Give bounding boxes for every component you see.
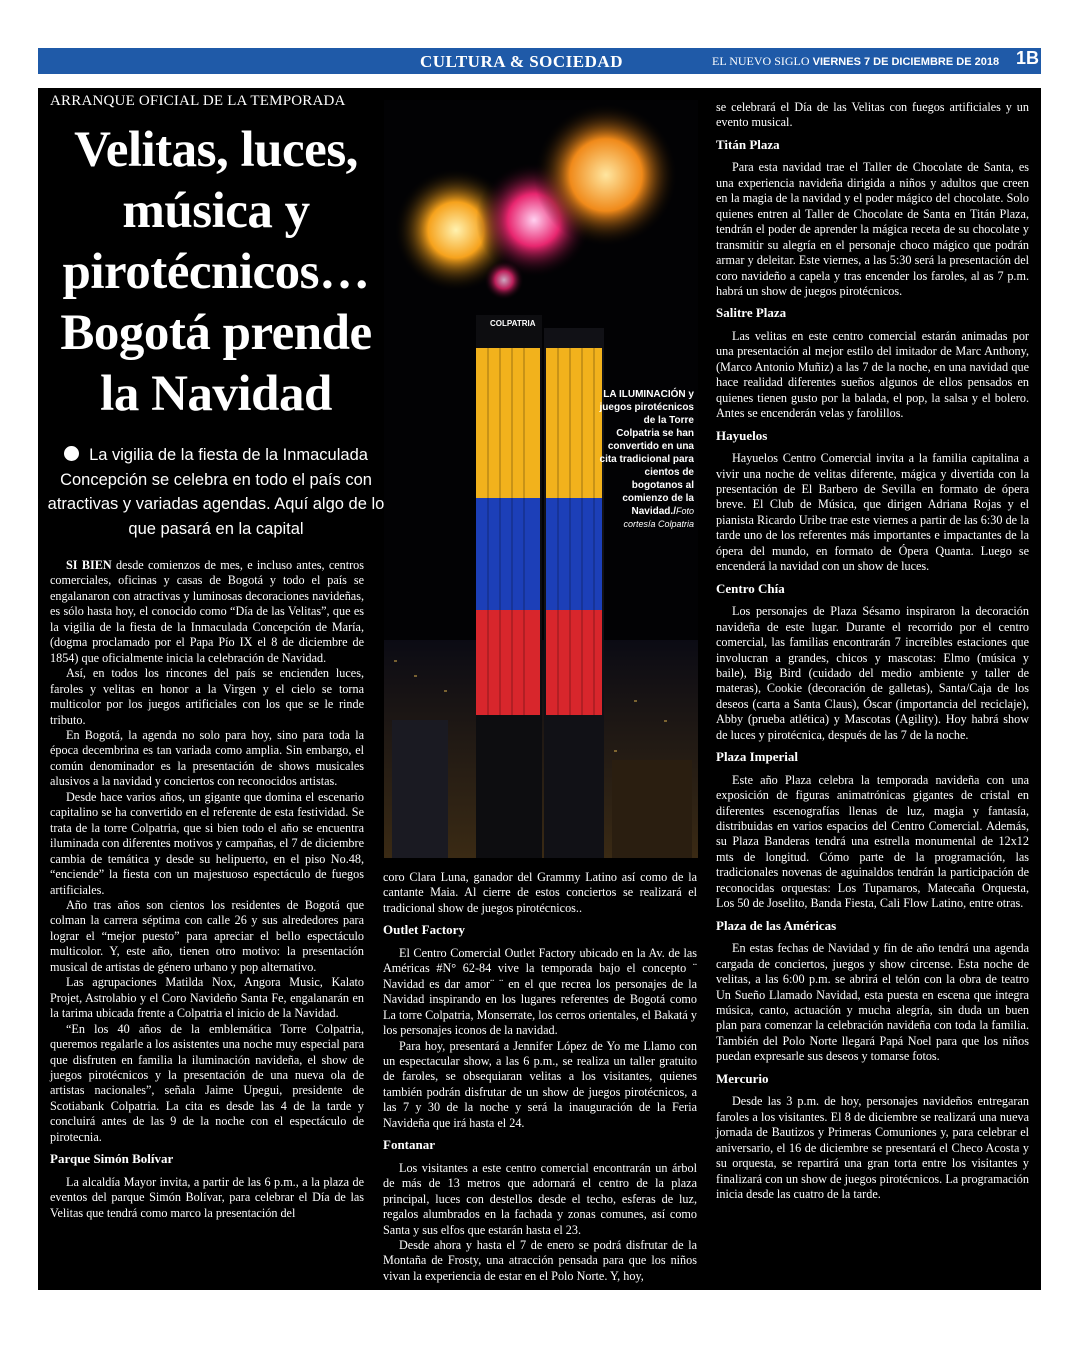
section-heading: Centro Chía bbox=[716, 580, 785, 596]
section-heading: Plaza de las Américas bbox=[716, 917, 837, 933]
paragraph: Desde las 3 p.m. de hoy, personajes navideños entregaran faroles a los visitantes. El 8 de diciembre se realizará una nueva jornada de Bautizos y Primeras Comuniones y, para celebrar el aniversario, el 16 de diciembre se presentará el Checo Acosta y su orquesta, se repartirá una gran torta entre los visitantes y finalizará con un show de juegos pirotécnicos. La programación inicia desde las cuatro de la tarde. bbox=[716, 1094, 1029, 1201]
section-heading: Salitre Plaza bbox=[716, 305, 787, 321]
section-heading: Fontanar bbox=[383, 1137, 435, 1153]
paragraph: Para esta navidad trae el Taller de Chocolate de Santa, es una experiencia navideña dirigida a niños y adultos que creen en la magia de la navidad y el poder mágico del chocolate. Solo quienes entren al Taller de Chocolate de Santa en Titán Plaza, tendrán el poder de aprender la mágica receta de su chocolate y transmitir su alegría en el personaje choco mágico que podrán armar y deleitar. Este viernes, a las 5:30 será la presentación del coro navideño a capela y tras encender los faroles, al as 7 p.m. habrá un show de juegos pirotécnicos. bbox=[716, 160, 1029, 298]
paragraph: Las agrupaciones Matilda Nox, Angora Music, Kalato Projet, Astrolabio y el Coro Navideño Santa Fe, engalanarán en la tarima ubicada frente a Colpatria el inicio de la Navidad. bbox=[50, 975, 364, 1021]
paragraph: se celebrará el Día de las Velitas con fuegos artificiales y un evento musical. bbox=[716, 100, 1029, 130]
kicker: ARRANQUE OFICIAL DE LA TEMPORADA bbox=[50, 93, 346, 109]
paragraph: desde comienzos de mes, e incluso antes, centros comerciales, oficinas y casas de Bogotá y todo el país se engalanaron con atractivas y luminosas decoraciones navideñas, es sólo hasta hoy, el conocido como “Día de las Velitas”, que es la vigilia de la fiesta de la Inmaculada Concepción de María, (dogma proclamado por el Papa Pío IX el 8 de diciembre de 1854) que oficialmente inicia la celebración de Navidad. bbox=[50, 558, 365, 665]
paragraph: “En los 40 años de la emblemática Torre Colpatria, queremos regalarle a los asistentes una noche muy especial para que disfruten en familia la iluminación navideña, el show de juegos pirotécnicos y la presentación de una nueva ola de artistas nacionales”, señala Jaime Upegui, presidente de Scotiabank Colpatria. La cita es desde las 4 de la tarde y concluirá antes de las 9 de la noche con el espectáculo de pirotecnia. bbox=[50, 1021, 364, 1144]
paragraph: Desde hace varios años, un gigante que domina el escenario capitalino se ha convertido en el referente de esta festividad. Se trata de la torre Colpatria, que si bien todo el año se encuentra iluminada con diferentes motivos y campañas, el 7 de diciembre cambia de temática y desde su helipuerto, en el piso No.48, “enciende” la fiesta con un majestuoso espectáculo de fuegos artificiales. bbox=[50, 789, 364, 897]
paragraph: Así, en todos los rincones del país se encienden luces, faroles y velitas en honor a la Virgen y el cielo se torna multicolor por los juegos artificiales con los que se le rinde tributo. bbox=[50, 666, 364, 727]
paragraph: Para hoy, presentará a Jennifer López de Yo me Llamo con un espectacular show, a las 6 p.m., se realiza un taller gratuito de faroles, se obsequiaran velitas a los visitantes, quienes también podrán disfrutar de un show de juegos pirotécnicos, a las 7 y 30 de la noche y será la inauguración de la Feria Navideña que irá hasta el 24. bbox=[383, 1038, 697, 1130]
paragraph: Desde ahora y hasta el 7 de enero se podrá disfrutar de la Montaña de Frosty, una atracción pensada para que los niños vivan la experiencia de estar en el Polo Norte. Y, hoy, bbox=[383, 1237, 697, 1283]
paragraph: Los visitantes a este centro comercial encontrarán un árbol de más de 13 metros que adornará el centro de la plaza principal, luces con destellos desde el techo, esferas de luz, regalos alumbrados en la fachada y zonas comunes, así como Santa y sus elfos que estarán hasta el 23. bbox=[383, 1160, 697, 1237]
page-number: 1B bbox=[1016, 48, 1040, 68]
section-name: CULTURA & SOCIEDAD bbox=[420, 52, 623, 71]
subtitle-text: La vigilia de la fiesta de la Inmaculada Concepción se celebra en todo el país con atractivas y variadas agendas. Aquí algo de lo que pasará en la capital bbox=[47, 446, 385, 538]
header-dateline bbox=[712, 54, 999, 69]
paragraph: Las velitas en este centro comercial estarán animadas por una presentación al mejor estilo del imitador de Marc Anthony, (Marco Antonio Muñiz) a las 7 de la noche, en una navidad que hace realidad diferentes sueños algunos de ellos pensados en quienes tienen gusto por la balada, el pop, la salsa y el bolero. Antes se encenderán velas y farolillos. bbox=[716, 328, 1029, 421]
paragraph: En estas fechas de Navidad y fin de año tendrá una agenda cargada de conciertos, juegos y show circense. Esta noche de velitas, a las 6:00 p.m. se abrirá el telón con la obra de teatro Un Sueño Llamado Navidad, esta puesta en escena que integra música, canto, actuación y mucha alegría, sin duda un buen plan para comenzar la celebración navideña con toda la familia. También del Polo Norte llegará Papá Noel para que los niños puedan expresarle sus deseos y tomarse fotos. bbox=[716, 941, 1029, 1064]
firework bbox=[534, 103, 678, 247]
paragraph: Hayuelos Centro Comercial invita a la familia capitalina a vivir una noche de velitas diferente, mágica y divertida con la presentación de El Barbero de Sevilla en formato de ópera breve. El Club de Música, que dirigen Adriana Rojas y el pianista Ricardo Uribe trae este viernes a partir de las 6:30 de la tarde uno de los referentes más importantes e impactantes de la ópera del mundo, en formato de Ópera Quanta. Luego se encenderá la navidad con un show de luces. bbox=[716, 451, 1029, 574]
paragraph: Los personajes de Plaza Sésamo inspiraron la decoración navideña de este lugar. Durante el recorrido por el centro comercial, las familias encontrarán 7 increíbles estaciones que involucran a grandes, chicos y mascotas: Elmo (música y baile), Big Bird (cuidado del medio ambiente y taller de materas), Cookie (decoración de galletas), Santa/Caja de los deseos (carta a Santa Claus), Óscar (importancia del reciclaje), Abby (prueba atlética) y Mascotas (Agility). Hoy habrá show de luces y pirotécnica, después de las 7 de la noche. bbox=[716, 604, 1029, 742]
paragraph: El Centro Comercial Outlet Factory ubicado en la Av. de las Américas #N° 62-84 vive la temporada bajo el concepto ¨ Navidad es dar amor¨ ¨ en el que recrea los personajes de la Navidad inspirando en los lugares referentes de Bogotá como La torre Colpatria, Monserrate, los cerros orientales, el Bakatá y los personajes iconos de la navidad. bbox=[383, 945, 697, 1038]
paragraph: Este año Plaza celebra la temporada navideña con una exposición de figuras animatrónicas gigantes de cristal en diferentes escenografías llenas de luz, magia y fantasía, distribuidas en varios espacios del Centro Comercial. Además, su Plaza Banderas tendrá una estrella monumental de 12x12 mts de longitud. Cómo parte de la programación, las tradicionales novenas de aguinaldos tendrán la participación de reconocidas orquestas: Los Tupamaros, Matecaña Orquesta, Los 50 de Joselito, Banda Fiesta, Cali Flow Latino, entre otras. bbox=[716, 772, 1029, 911]
section-heading: Plaza Imperial bbox=[716, 749, 798, 765]
issue-date: VIERNES 7 DE DICIEMBRE DE 2018 bbox=[812, 56, 1000, 68]
lead-word: SI BIEN bbox=[66, 558, 112, 572]
publication-name: EL NUEVO SIGLO bbox=[712, 54, 810, 68]
paragraph: La alcaldía Mayor invita, a partir de las 6 p.m., a la plaza de eventos del parque Simón Bolívar, para celebrar el Día de las Velitas que tendrá como marco la presentación del bbox=[50, 1174, 364, 1220]
section-heading: Titán Plaza bbox=[716, 136, 780, 152]
section-heading: Outlet Factory bbox=[383, 922, 465, 938]
caption-text: LA ILUMINACIÓN y juegos pirotécnicos de la Torre Colpatria se han convertido en una cita tradicional para cientos de bogotanos al comienzo de la Navidad./ bbox=[599, 389, 694, 517]
paragraph: Año tras años son cientos los residentes de Bogotá que colman la carrera séptima con calle 26 y sus alrededores para lograr el “mejor puesto” para apreciar el bello espectáculo multicolor. Y, este año, tienen otro motivo: la presentación musical de artistas de género urbano y pop alternativo. bbox=[50, 897, 364, 974]
paragraph: En Bogotá, la agenda no solo para hoy, sino para toda la época decembrina es tan variada como amplia. Sin embargo, el común denominador es la presentación de shows musicales alusivos a la navidad y conciertos con reconocidos artistas. bbox=[50, 727, 364, 789]
paragraph: coro Clara Luna, ganador del Grammy Latino así como de la cantante Maia. Al cierre de estos conciertos se realizará el tradicional show de juegos pirotécnicos.. bbox=[383, 870, 697, 915]
section-heading: Hayuelos bbox=[716, 427, 768, 443]
photo-caption bbox=[598, 388, 694, 531]
section-heading: Parque Simón Bolívar bbox=[50, 1151, 174, 1167]
column-1 bbox=[50, 558, 364, 1221]
column-3 bbox=[716, 100, 1029, 1202]
tower bbox=[476, 315, 604, 858]
tower-sign: COLPATRIA bbox=[490, 319, 536, 328]
column-2 bbox=[383, 870, 697, 1284]
bullet-icon bbox=[64, 446, 79, 461]
photo-credit: Foto cortesía Colpatria bbox=[623, 506, 694, 529]
section-heading: Mercurio bbox=[716, 1070, 769, 1086]
headline: Velitas, luces, música y pirotécnicos… Bogotá prende la Navidad bbox=[60, 122, 372, 422]
col1-first-paragraph bbox=[50, 558, 364, 666]
subtitle bbox=[46, 443, 386, 541]
